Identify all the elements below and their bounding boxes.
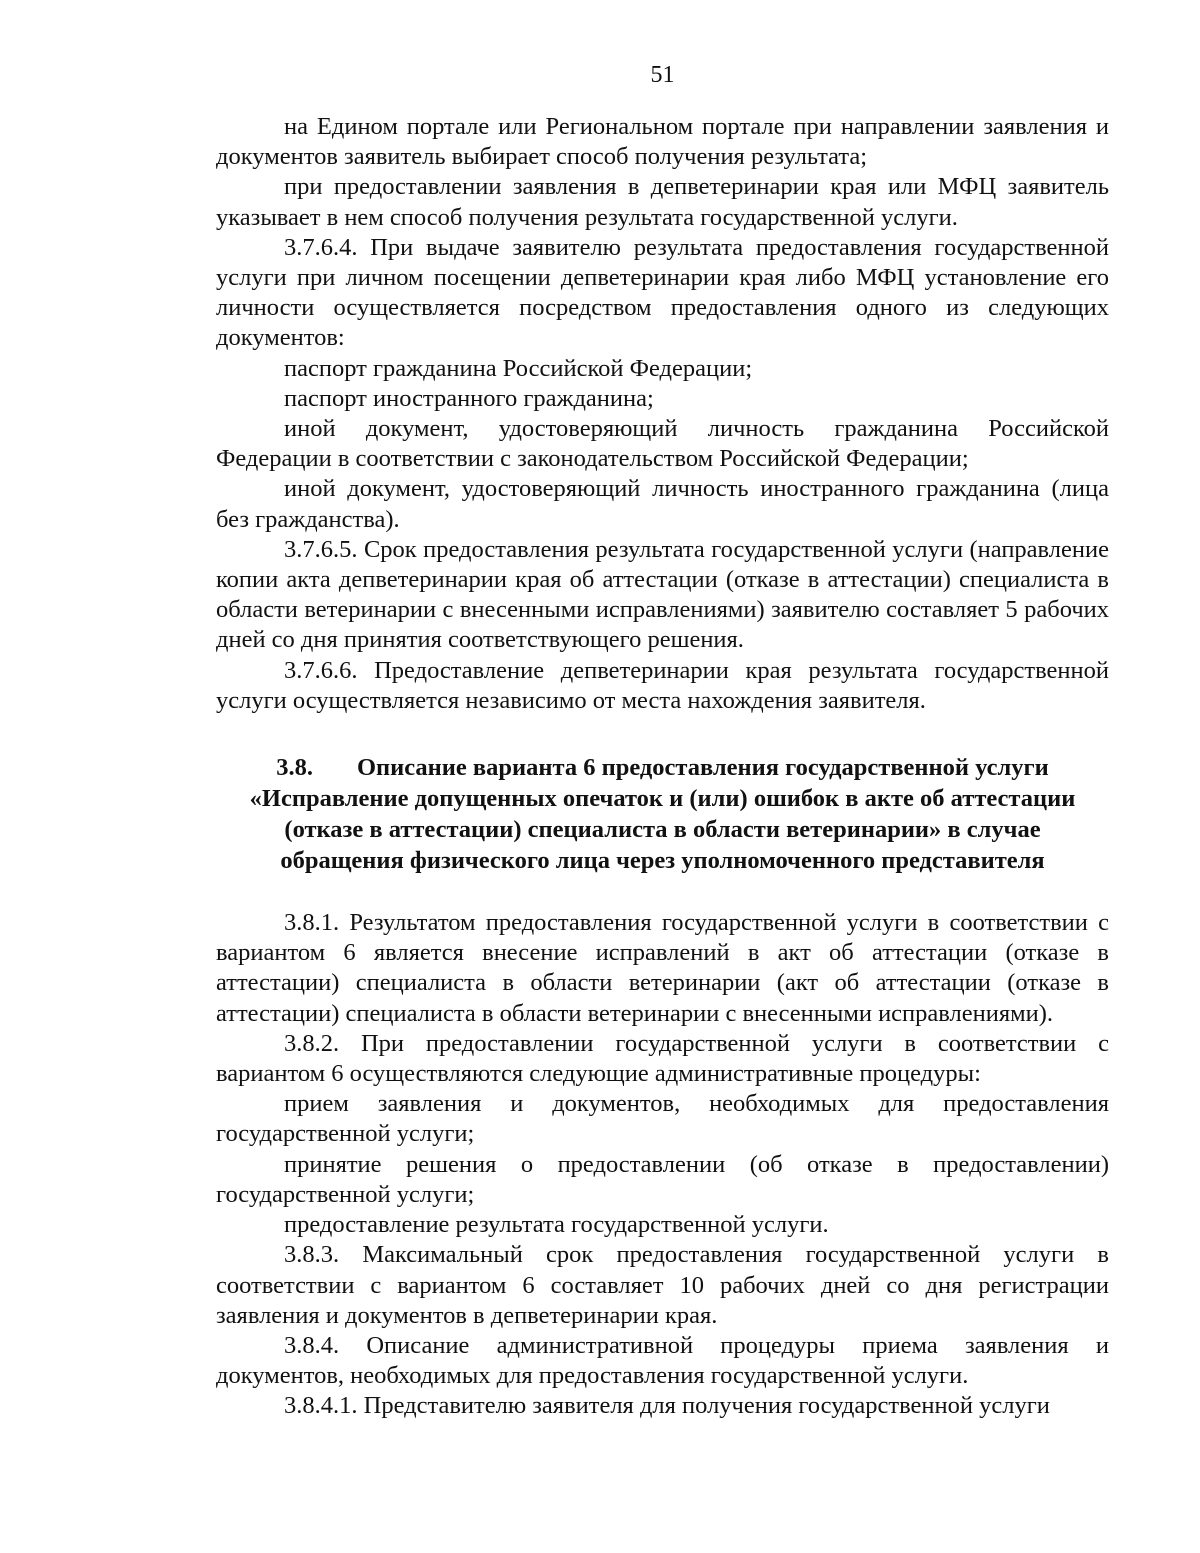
list-item: иной документ, удостоверяющий личность гражданина Российской Федерации в соответствии с законодательством Российской Федерации; bbox=[216, 415, 1109, 473]
paragraph: при предоставлении заявления в депветеринарии края или МФЦ заявитель указывает в нем способ получения результата государственной услуги. bbox=[216, 173, 1109, 231]
paragraph: 3.8.4. Описание административной процедуры приема заявления и документов, необходимых для предоставления государственной услуги. bbox=[216, 1331, 1109, 1390]
paragraph: 3.8.4.1. Представителю заявителя для получения государственной услуги bbox=[284, 1392, 1050, 1420]
list-item: паспорт иностранного гражданина; bbox=[284, 384, 654, 412]
list-item: иной документ, удостоверяющий личность иностранного гражданина (лица без гражданства). bbox=[216, 475, 1109, 533]
page-number: 51 bbox=[650, 62, 675, 88]
paragraph: 3.7.6.6. Предоставление депветеринарии края результата государственной услуги осуществляется независимо от места нахождения заявителя. bbox=[216, 656, 1109, 714]
document-body bbox=[216, 112, 1109, 1422]
paragraph: 3.8.3. Максимальный срок предоставления государственной услуги в соответствии с вариантом 6 составляет 10 рабочих дней со дня регистрации заявления и документов в депветеринарии края. bbox=[216, 1241, 1109, 1329]
paragraph: 3.7.6.5. Срок предоставления результата государственной услуги (направление копии акта депветеринарии края об аттестации (отказе в аттестации) специалиста в области ветеринарии с внесенными исправлениями) заявителю составляет 5 рабочих дней со дня принятия соответствующего решения. bbox=[216, 535, 1109, 654]
paragraph: на Едином портале или Региональном портале при направлении заявления и документов заявитель выбирает способ получения результата; bbox=[216, 113, 1109, 171]
list-item: предоставление результата государственной услуги. bbox=[284, 1211, 829, 1239]
section-title: Описание варианта 6 предоставления государственной услуги «Исправление допущенных опечаток и (или) ошибок в акте об аттестации (отказе в аттестации) специалиста в области ветеринарии» в случае обращения физического лица через уполномоченного представителя bbox=[249, 754, 1076, 875]
list-item: паспорт гражданина Российской Федерации; bbox=[284, 354, 753, 382]
paragraph: 3.7.6.4. При выдаче заявителю результата предоставления государственной услуги при личном посещении депветеринарии края либо МФЦ установление его личности осуществляется посредством предоставления одного из следующих документов: bbox=[216, 233, 1109, 352]
section-number: 3.8. bbox=[276, 754, 313, 782]
list-item: прием заявления и документов, необходимых для предоставления государственной услуги; bbox=[216, 1090, 1109, 1148]
paragraph: 3.8.2. При предоставлении государственной услуги в соответствии с вариантом 6 осуществляются следующие административные процедуры: bbox=[216, 1029, 1109, 1088]
paragraph: 3.8.1. Результатом предоставления государственной услуги в соответствии с вариантом 6 является внесение исправлений в акт об аттестации (отказе в аттестации) специалиста в области ветеринарии (акт об аттестации (отказе в аттестации) специалиста в области ветеринарии с внесенными исправлениями). bbox=[216, 909, 1109, 1027]
section-heading bbox=[216, 752, 1109, 876]
list-item: принятие решения о предоставлении (об отказе в предоставлении) государственной услуги; bbox=[216, 1150, 1109, 1208]
